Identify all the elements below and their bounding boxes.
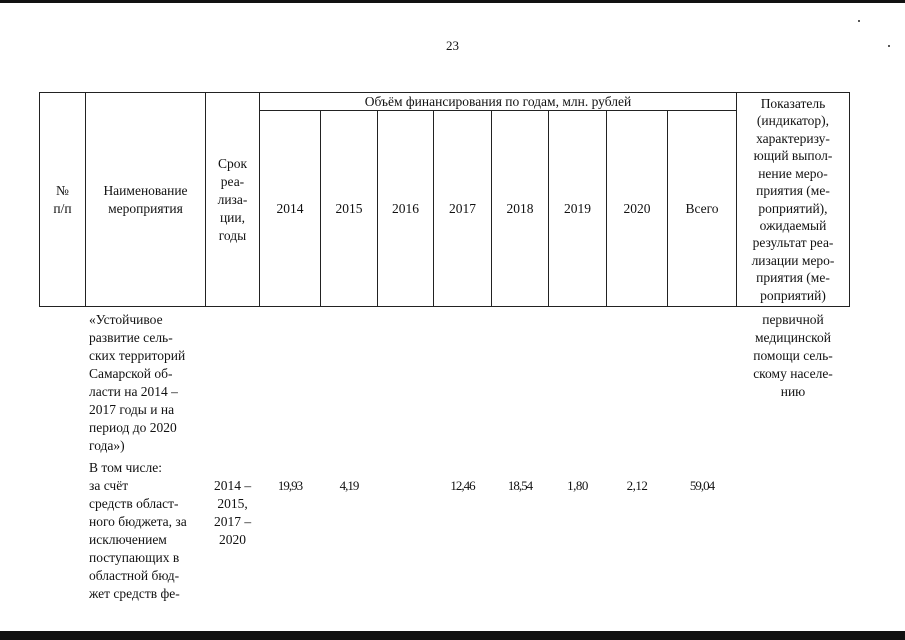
bottom-border	[0, 631, 905, 640]
header-total: Всего	[685, 200, 719, 216]
header-year-2015: 2015	[335, 200, 363, 216]
value-2018: 18,54	[507, 478, 533, 493]
top-border	[0, 0, 905, 3]
regional-row-term: 2014 – 2015, 2017 – 2020	[213, 478, 252, 547]
header-name: Наименование мероприятия	[103, 182, 188, 216]
header-year-2014: 2014	[276, 200, 304, 216]
header-year-2020: 2020	[623, 200, 651, 216]
including-label: В том числе:	[89, 460, 162, 475]
header-term: Срок реа- лиза- ции, годы	[217, 155, 248, 243]
header-indicator: Показатель (индикатор), характеризу- ющий выпол- нение меро- приятия (ме- роприятий), ожидаемый результат реа- лизации меро- приятия (ме- роприятий)	[751, 96, 835, 303]
page-number: 23	[446, 38, 459, 53]
value-2020: 2,12	[626, 478, 648, 493]
header-year-2018: 2018	[506, 200, 534, 216]
value-2014: 19,93	[277, 478, 303, 493]
header-year-2017: 2017	[449, 200, 476, 216]
header-year-2016: 2016	[392, 200, 419, 216]
value-2015: 4,19	[339, 478, 359, 493]
program-name-continuation: «Устойчивое развитие сель- ских территорий Самарской об- ласти на 2014 – 2017 годы и на период до 2020 года»)	[89, 312, 186, 453]
value-total: 59,04	[689, 478, 715, 493]
value-2017: 12,46	[450, 478, 475, 493]
header-funding-title: Объём финансирования по годам, млн. рублей	[364, 94, 632, 109]
indicator-continuation: первичной медицинской помощи сель- скому населе- нию	[753, 312, 833, 399]
header-year-2019: 2019	[564, 200, 591, 216]
scan-speck	[858, 20, 860, 22]
regional-row-name: за счёт средств област- ного бюджета, за исключением поступающих в областной бюд- жет средств фе-	[89, 478, 187, 601]
value-2019: 1,80	[567, 478, 588, 493]
header-number: № п/п	[53, 182, 72, 216]
